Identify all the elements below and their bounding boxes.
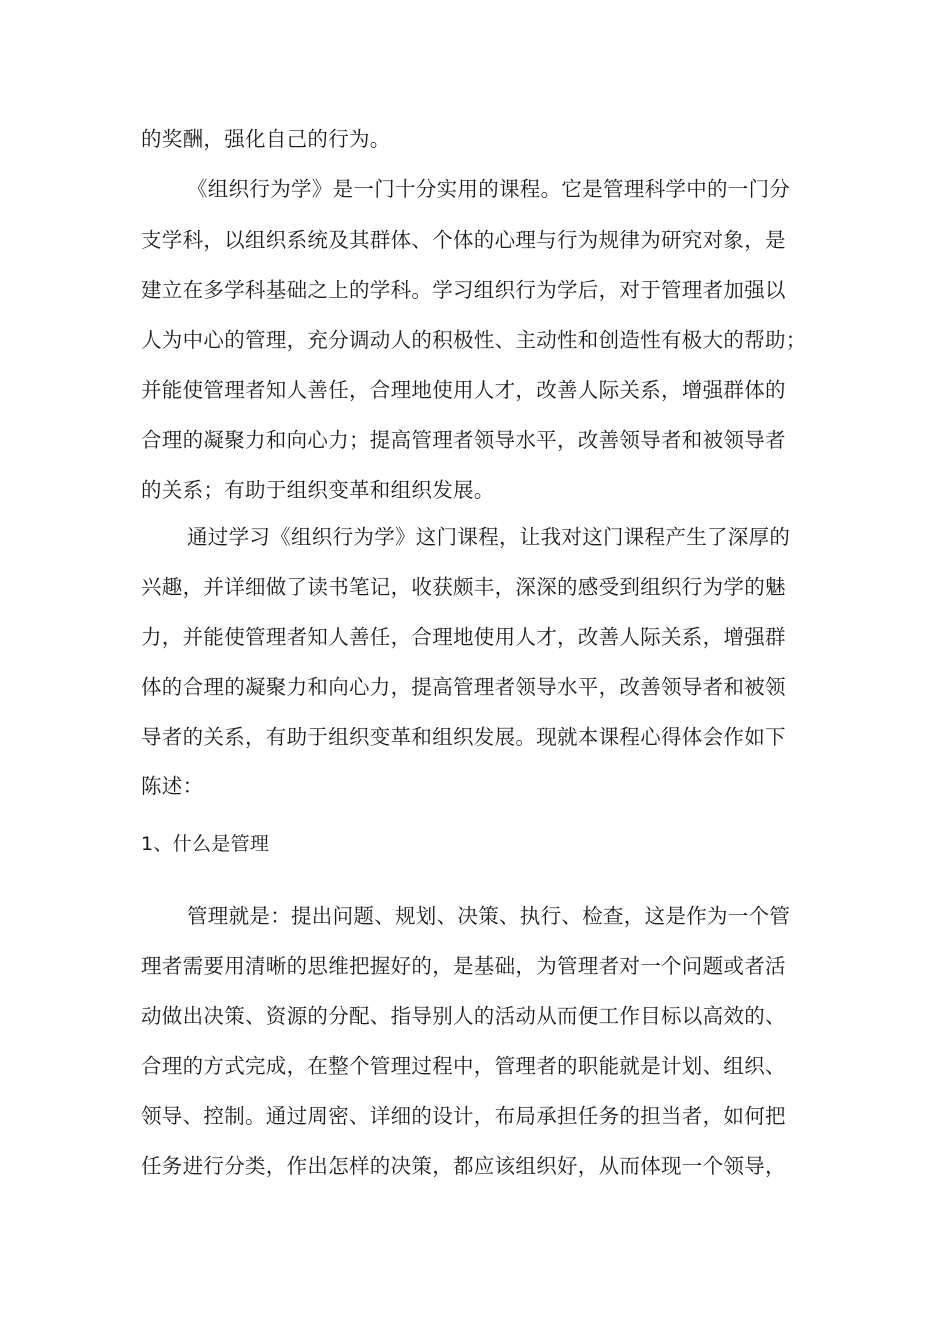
text-line: 《组织行为学》是一门十分实用的课程。它是管理科学中的一门分: [187, 177, 791, 201]
text-line: 导者的关系，有助于组织变革和组织发展。现就本课程心得体会作如下: [141, 725, 786, 749]
text-line: 合理的凝聚力和向心力；提高管理者领导水平，改善领导者和被领导者: [141, 428, 786, 452]
text-line: 建立在多学科基础之上的学科。学习组织行为学后，对于管理者加强以: [141, 278, 786, 302]
section-heading: 1、什么是管理: [141, 833, 270, 855]
text-line: 力，并能使管理者知人善任，合理地使用人才，改善人际关系，增强群: [141, 625, 786, 649]
text-line: 领导、控制。通过周密、详细的设计，布局承担任务的担当者，如何把: [141, 1104, 786, 1128]
text-line: 并能使管理者知人善任，合理地使用人才，改善人际关系，增强群体的: [141, 378, 786, 402]
text-line: 陈述：: [141, 774, 204, 798]
text-line: 任务进行分类，作出怎样的决策，都应该组织好，从而体现一个领导，: [141, 1154, 786, 1178]
text-line: 动做出决策、资源的分配、指导别人的活动从而便工作目标以高效的、: [141, 1004, 786, 1028]
text-line: 通过学习《组织行为学》这门课程，让我对这门课程产生了深厚的: [187, 525, 791, 549]
text-line: 的奖酬，强化自己的行为。: [141, 127, 391, 151]
text-line: 理者需要用清晰的思维把握好的，是基础，为管理者对一个问题或者活: [141, 954, 786, 978]
text-line: 体的合理的凝聚力和向心力，提高管理者领导水平，改善领导者和被领: [141, 675, 786, 699]
text-line: 人为中心的管理，充分调动人的积极性、主动性和创造性有极大的帮助；: [141, 328, 807, 352]
text-line: 兴趣，并详细做了读书笔记，收获颇丰，深深的感受到组织行为学的魅: [141, 575, 786, 599]
text-line: 管理就是：提出问题、规划、决策、执行、检查，这是作为一个管: [187, 904, 791, 928]
text-line: 的关系；有助于组织变革和组织发展。: [141, 478, 495, 502]
text-line: 合理的方式完成，在整个管理过程中，管理者的职能就是计划、组织、: [141, 1054, 786, 1078]
text-line: 支学科，以组织系统及其群体、个体的心理与行为规律为研究对象，是: [141, 228, 786, 252]
